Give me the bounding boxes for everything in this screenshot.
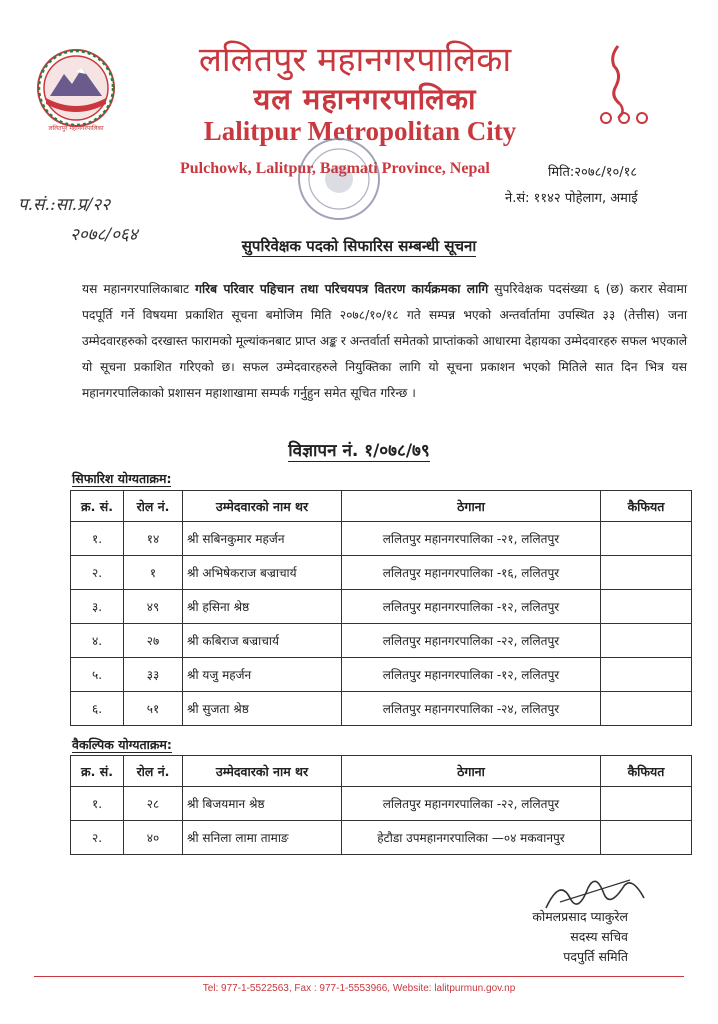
table-row: ६. ५१ श्री सुजता श्रेष्ठ ललितपुर महानगरपालिका -२४, ललितपुर	[71, 692, 692, 726]
footer-contact: Tel: 977-1-5522563, Fax : 977-1-5553966, Website: lalitpurmun.gov.np	[202, 983, 516, 994]
title-english: Lalitpur Metropolitan City	[203, 116, 517, 146]
col-name: उम्मेदवारको नाम थर	[183, 756, 342, 787]
col-sn: क्र. सं.	[71, 491, 124, 522]
table-row: ४. २७ श्री कबिराज बज्राचार्य ललितपुर महानगरपालिका -२२, ललितपुर	[71, 624, 692, 658]
table-row: २. १ श्री अभिषेकराज बज्राचार्य ललितपुर महानगरपालिका -१६, ललितपुर	[71, 556, 692, 590]
address-line: Pulchowk, Lalitpur, Bagmati Province, Nepal	[180, 160, 490, 177]
col-roll: रोल नं.	[124, 491, 183, 522]
table-row: ३. ४९ श्री हसिना श्रेष्ठ ललितपुर महानगरपालिका -१२, ललितपुर	[71, 590, 692, 624]
col-name: उम्मेदवारको नाम थर	[183, 491, 342, 522]
col-roll: रोल नं.	[124, 756, 183, 787]
recommended-label: सिफारिश योग्यताक्रम:	[72, 471, 172, 486]
table-row: ५. ३३ श्री यजु महर्जन ललितपुर महानगरपालिका -१२, ललितपुर	[71, 658, 692, 692]
table-row: १. १४ श्री सबिनकुमार महर्जन ललितपुर महानगरपालिका -२१, ललितपुर	[71, 522, 692, 556]
alternate-table	[70, 755, 692, 855]
alternate-label: वैकल्पिक योग्यताक्रम:	[72, 737, 172, 752]
col-remarks: कैफियत	[601, 756, 692, 787]
col-address: ठेगाना	[342, 756, 601, 787]
notice-heading: सुपरिवेक्षक पदको सिफारिस सम्बन्धी सूचना	[241, 237, 477, 255]
title-newari: यल महानगरपालिका	[253, 82, 477, 116]
chalani-number: २०७८/०६४	[70, 225, 138, 245]
title-nepali: ललितपुर महानगरपालिका	[198, 40, 512, 80]
office-stamp	[296, 136, 382, 222]
signatory-committee: पदपुर्ति समिति	[563, 949, 628, 964]
col-sn: क्र. सं.	[71, 756, 124, 787]
advertisement-number: विज्ञापन नं. १/०७८/७९	[288, 441, 430, 461]
table-header-row	[71, 756, 692, 787]
newari-symbol-icon	[596, 42, 650, 126]
emblem-logo	[36, 48, 116, 132]
notice-body: यस महानगरपालिकाबाट गरिब परिवार पहिचान तथा परिचयपत्र वितरण कार्यक्रमका लागि सुपरिवेक्षक पदसंख्या ६ (छ) करार सेवामा पदपूर्ति गर्ने विषयमा प्रकाशित सूचना बमोजिम मिति २०७८/१०/१८ गते सम्पन्न भएको अन्तर्वार्तामा उपस्थित ३३ (तेत्तीस) जना उम्मेदवारहरुको दरखास्त फारामको मूल्यांकनबाट प्राप्त अङ्क र अन्तर्वार्ता समेतको प्राप्तांकको आधारमा देहायका उम्मेदवारहरु सफल भएकाले यो सूचना प्रकाशित गरिएको छ। सफल उम्मेदवारहरुले नियुक्तिका लागि यो सूचना प्रकाशन भएको मितिले सात दिन भित्र यस महानगरपालिकाको प्रशासन महाशाखामा सम्पर्क गर्नुहुन समेत सूचित गरिन्छ ।	[82, 282, 687, 400]
footer-divider	[34, 976, 684, 977]
col-address: ठेगाना	[342, 491, 601, 522]
emblem-caption: ललितपुर महानगरपालिका	[48, 125, 104, 132]
table-header-row	[71, 491, 692, 522]
signatory-name: कोमलप्रसाद प्याकुरेल	[532, 909, 628, 924]
issue-date: मिति:२०७८/१०/१८	[548, 165, 638, 180]
patra-sankhya: प.सं.:सा.प्र/२२	[18, 195, 111, 215]
program-name: गरिब परिवार पहिचान तथा परिचयपत्र वितरण कार्यक्रमका लागि	[195, 282, 489, 296]
signatory-role: सदस्य सचिव	[570, 929, 628, 944]
recommended-table	[70, 490, 692, 726]
nepal-sambat-date: ने.सं: ११४२ पोहेलाग, अमाई	[505, 191, 638, 206]
col-remarks: कैफियत	[601, 491, 692, 522]
table-row: १. २८ श्री बिजयमान श्रेष्ठ ललितपुर महानगरपालिका -२२, ललितपुर	[71, 787, 692, 821]
table-row: २. ४० श्री सनिला लामा तामाङ हेटौडा उपमहानगरपालिका —०४ मकवानपुर	[71, 821, 692, 855]
